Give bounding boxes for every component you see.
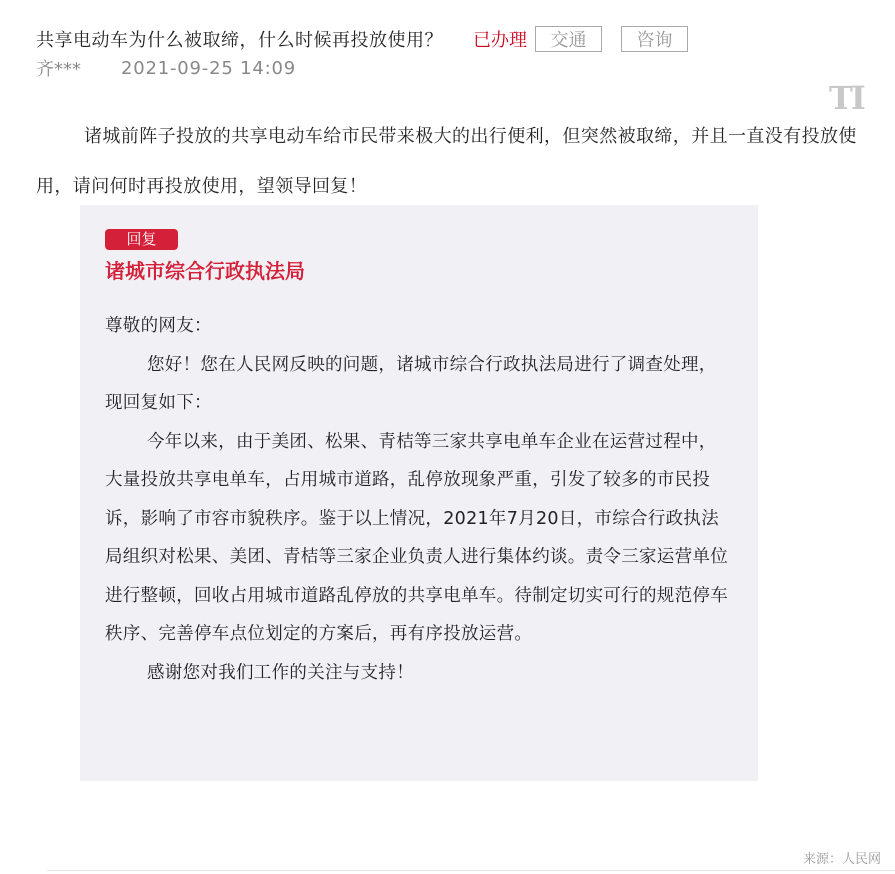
post-author: 齐*** — [36, 59, 81, 80]
status-label: 已办理 — [473, 30, 527, 51]
reply-organization: 诸城市综合行政执法局 — [105, 259, 305, 283]
font-size-icon[interactable]: TI — [829, 79, 864, 117]
reply-paragraph: 您好！您在人民网反映的问题，诸城市综合行政执法局进行了调查处理，现回复如下： — [105, 354, 717, 413]
source-label: 来源：人民网 — [802, 852, 881, 867]
reply-body — [105, 307, 733, 692]
tag-consult-button[interactable]: 咨询 — [621, 26, 688, 52]
reply-box — [80, 205, 758, 781]
reply-badge: 回复 — [105, 229, 178, 250]
post-content: 诸城前阵子投放的共享电动车给市民带来极大的出行便利，但突然被取缔，并且一直没有投放使用，请问何时再投放使用，望领导回复！ — [36, 126, 857, 197]
post-title: 共享电动车为什么被取缔，什么时候再投放使用？ — [36, 30, 443, 51]
post-datetime: 2021-09-25 14:09 — [121, 57, 297, 79]
divider — [47, 870, 895, 871]
reply-paragraph: 感谢您对我们工作的关注与支持！ — [147, 662, 414, 683]
reply-greeting: 尊敬的网友： — [105, 316, 212, 336]
post-header — [36, 24, 688, 54]
tag-traffic-button[interactable]: 交通 — [535, 26, 602, 52]
reply-paragraph: 今年以来，由于美团、松果、青桔等三家共享电单车企业在运营过程中，大量投放共享电单车，占用城市道路，乱停放现象严重，引发了较多的市民投诉，影响了市容市貌秩序。鉴于以上情况，2021年7月20日，市综合行政执法局组织对松果、美团、青桔等三家企业负责人进行集体约谈。责令三家运营单位进行整顿，回收占用城市道路乱停放的共享电单车。待制定切实可行的规范停车秩序、完善停车点位划定的方案后，再有序投放运营。 — [105, 431, 728, 644]
post-meta — [36, 56, 296, 80]
